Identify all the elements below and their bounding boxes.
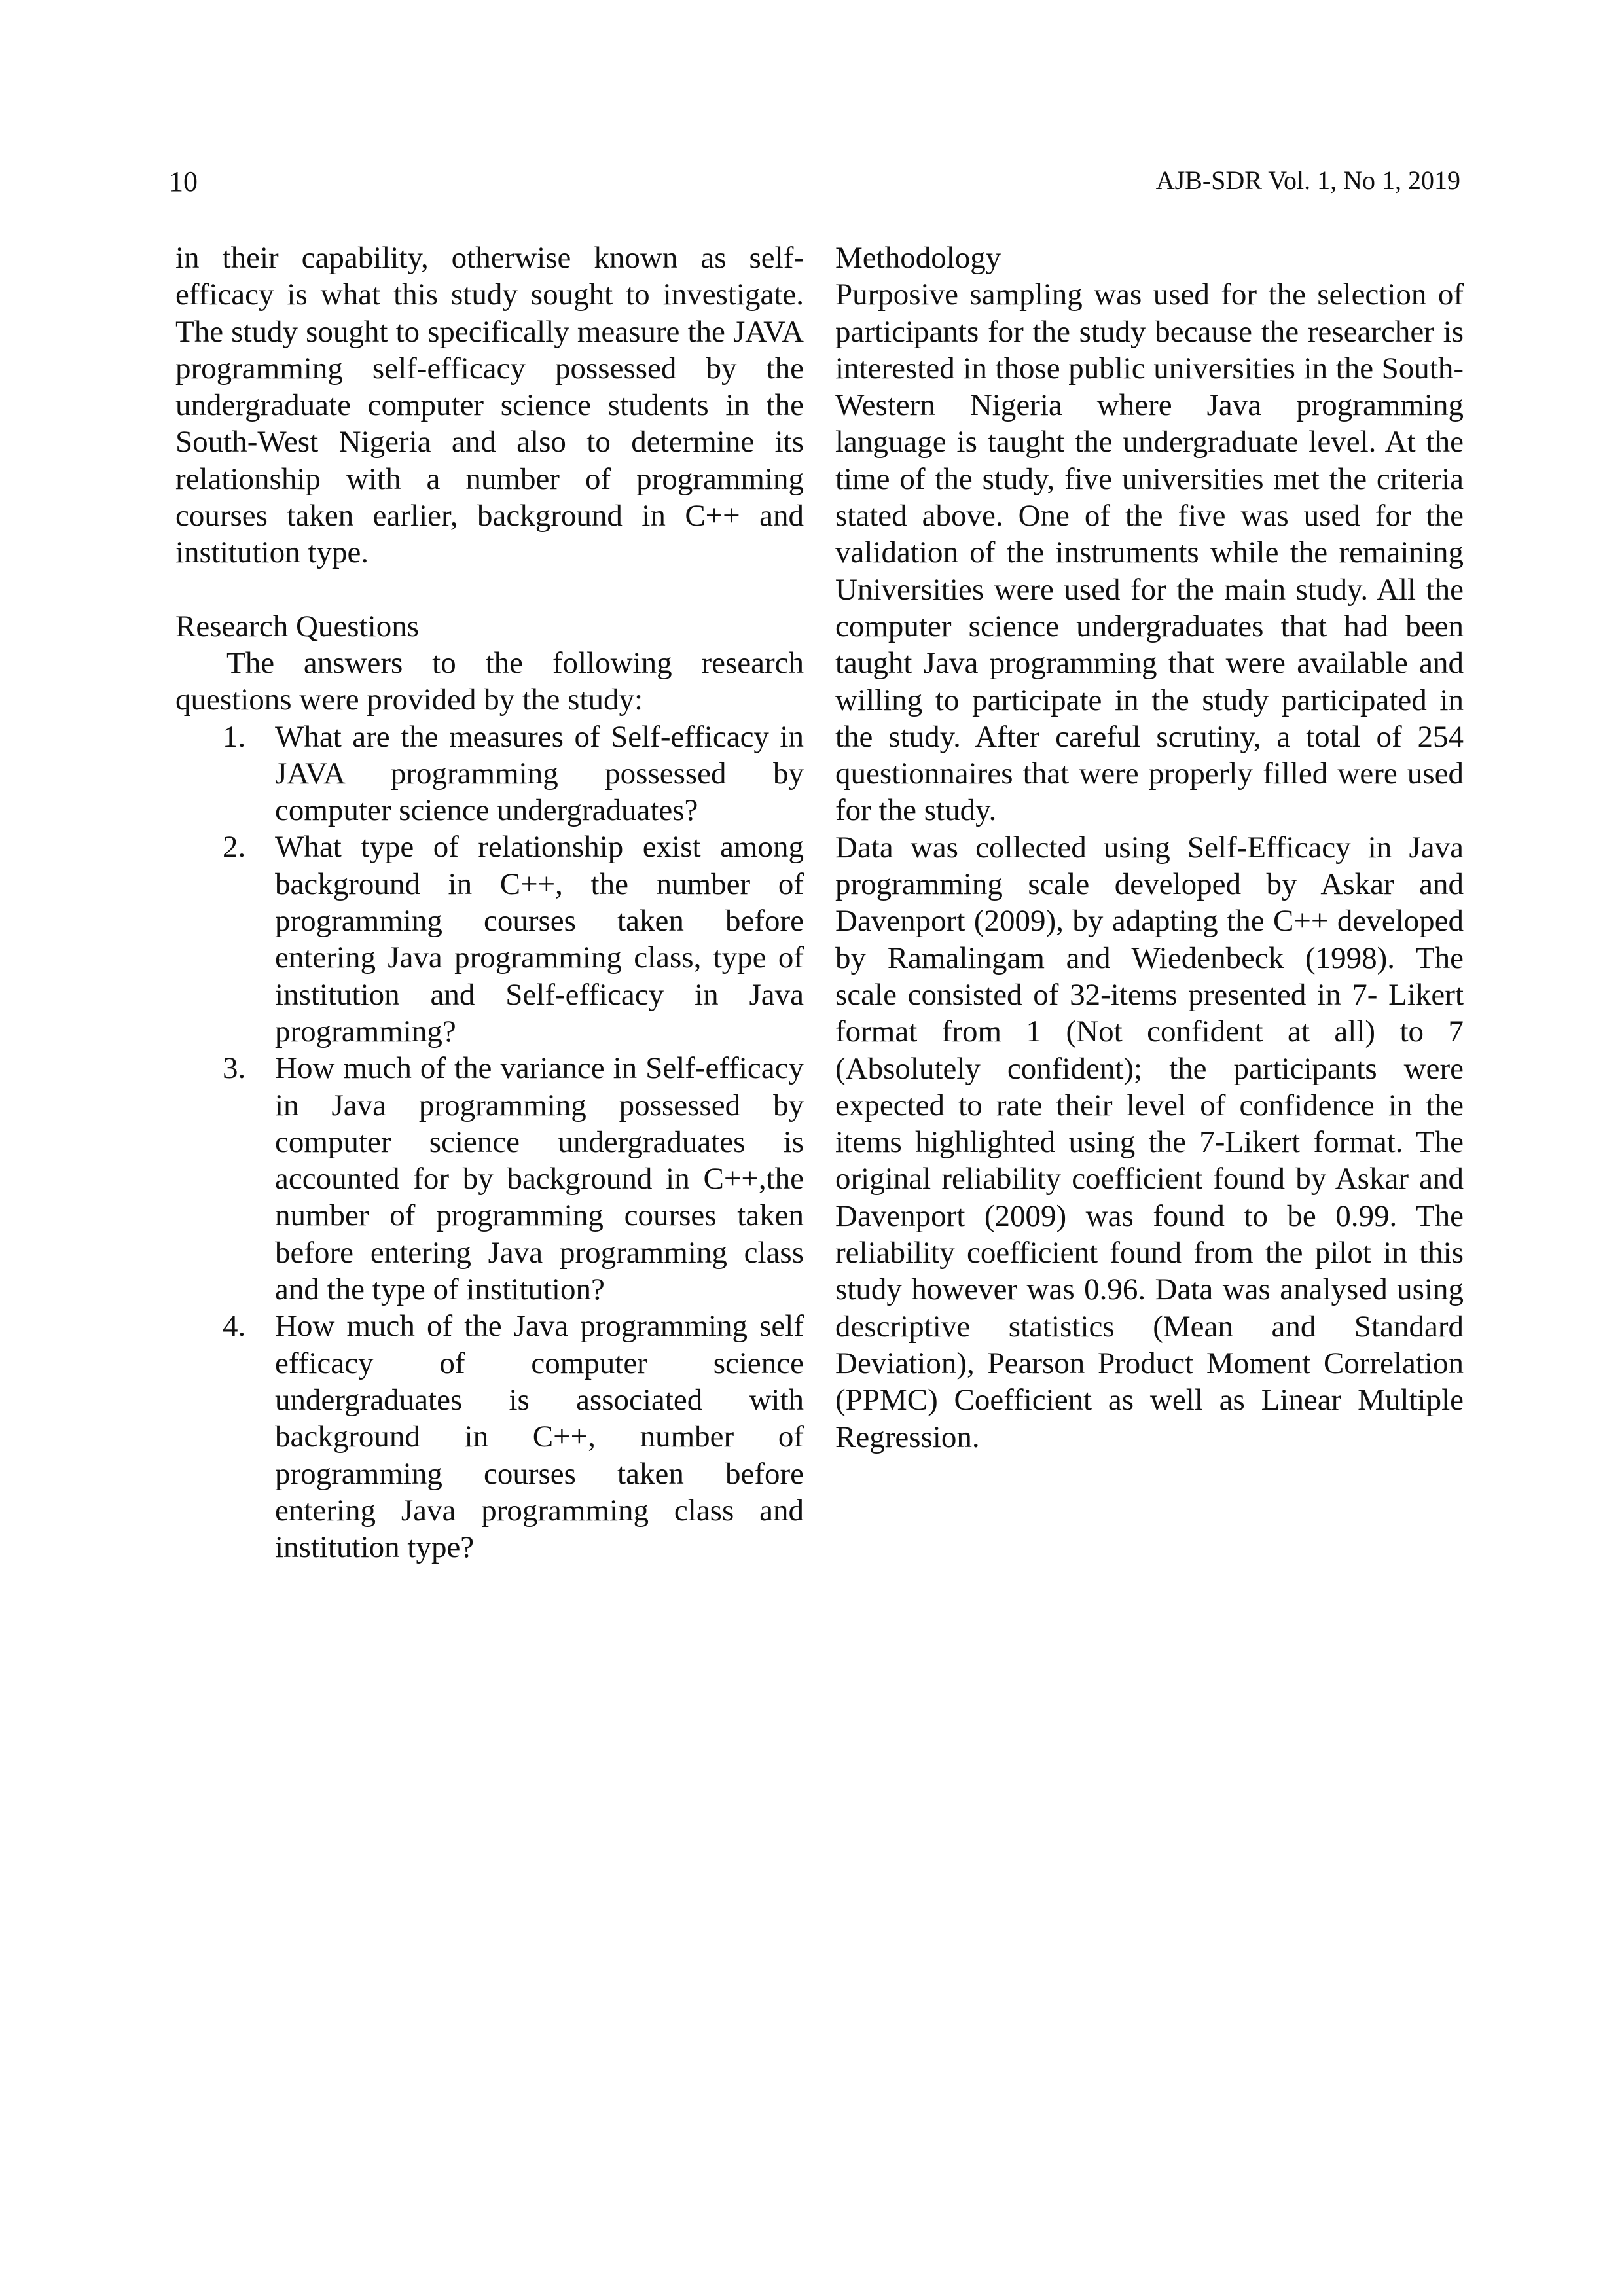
question-number: 4. (223, 1309, 246, 1344)
question-number: 3. (223, 1051, 246, 1086)
question-text: What are the measures of Self-efficacy in JAVA programming possessed by computer science undergraduates? (275, 719, 804, 828)
research-questions-lead: The answers to the following research questions were provided by the study: (175, 645, 804, 717)
research-questions-heading: Research Questions (175, 609, 419, 643)
research-question-3 (175, 1050, 804, 1308)
question-number: 2. (223, 830, 246, 865)
methodology-paragraph-1: Purposive sampling was used for the selection of participants for the study because the researcher is interested in those public universities in the South-Western Nigeria where Java programming language is taught the undergraduate level. At the time of the study, five universities met the criteria stated above. One of the five was used for the validation of the instruments while the remaining Universities were used for the main study. All the computer science undergraduates that had been taught Java programming that were available and willing to participate in the study participated in the study. After careful scrutiny, a total of 254 questionnaires that were properly filled were used for the study. (835, 278, 1464, 828)
running-header: AJB-SDR Vol. 1, No 1, 2019 (1155, 166, 1460, 195)
spacer (175, 571, 804, 608)
research-questions-list (175, 719, 804, 1566)
intro-paragraph: in their capability, otherwise known as self-efficacy is what this study sought to investigate. The study sought to specifically measure the JAVA programming self-efficacy possessed by the undergraduate computer science students in the South-West Nigeria and also to determine its relationship with a number of programming courses taken earlier, background in C++ and institution type. (175, 241, 804, 570)
research-question-2 (175, 829, 804, 1050)
right-column (835, 240, 1464, 1456)
question-text: What type of relationship exist among background in C++, the number of programming courses taken before entering Java programming class, type of institution and Self-efficacy in Java programming? (275, 830, 804, 1049)
page-number: 10 (169, 166, 198, 198)
research-question-4 (175, 1308, 804, 1566)
left-column (175, 240, 804, 1566)
question-text: How much of the Java programming self efficacy of computer science undergraduates is associated with background in C++, number of programming courses taken before entering Java programming class and institution type? (275, 1309, 804, 1565)
methodology-paragraph-2: Data was collected using Self-Efficacy in Java programming scale developed by Askar and Davenport (2009), by adapting the C++ developed by Ramalingam and Wiedenbeck (1998). The scale consisted of 32-items presented in 7- Likert format from 1 (Not confident at all) to 7 (Absolutely confident); the participants were expected to rate their level of confidence in the items highlighted using the 7-Likert format. The original reliability coefficient found by Askar and Davenport (2009) was found to be 0.99. The reliability coefficient found from the pilot in this study however was 0.96. Data was analysed using descriptive statistics (Mean and Standard Deviation), Pearson Product Moment Correlation (PPMC) Coefficient as well as Linear Multiple Regression. (835, 830, 1464, 1454)
question-number: 1. (223, 719, 246, 754)
methodology-heading: Methodology (835, 241, 1001, 275)
research-question-1 (175, 719, 804, 829)
question-text: How much of the variance in Self-efficacy in Java programming possessed by computer science undergraduates is accounted for by background in C++,the number of programming courses taken before entering Java programming class and the type of institution? (275, 1051, 804, 1307)
